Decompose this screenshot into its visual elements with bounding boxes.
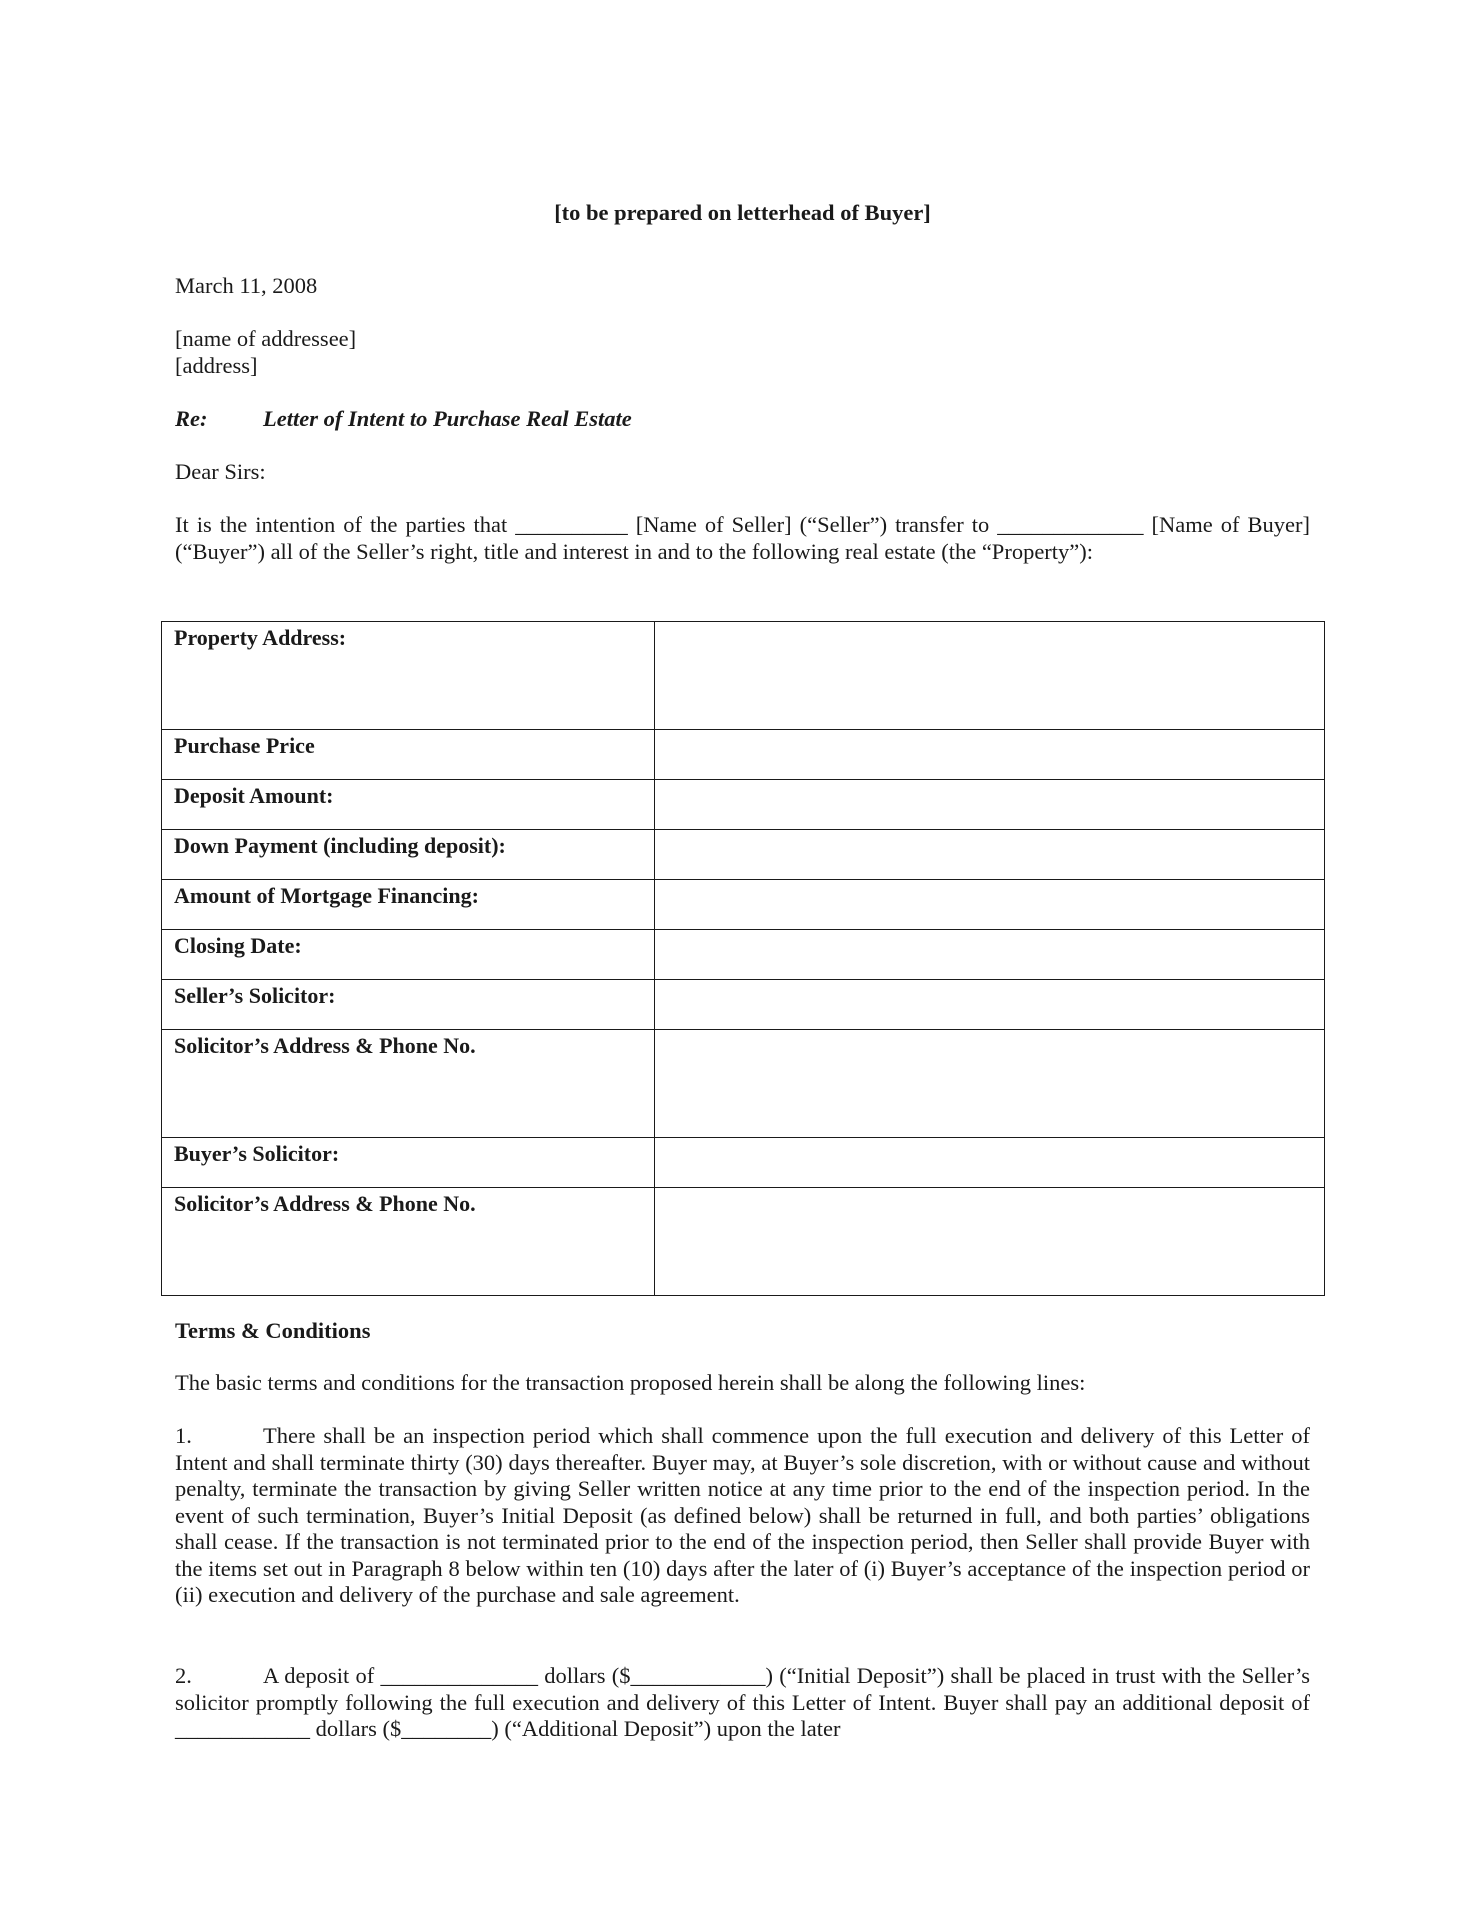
re-line (175, 406, 632, 433)
terms-paragraph (175, 1663, 1310, 1743)
row-label: Solicitor’s Address & Phone No. (162, 1030, 655, 1138)
row-label: Deposit Amount: (162, 780, 655, 830)
terms-heading: Terms & Conditions (175, 1318, 371, 1343)
re-label: Re: (175, 406, 208, 431)
row-value (655, 1138, 1325, 1188)
table-row (162, 730, 1325, 780)
row-label: Solicitor’s Address & Phone No. (162, 1188, 655, 1296)
paragraph-number: 2. (175, 1663, 192, 1688)
row-value (655, 830, 1325, 880)
addressee-address: [address] (175, 352, 258, 378)
row-value (655, 1188, 1325, 1296)
row-value (655, 980, 1325, 1030)
row-label: Seller’s Solicitor: (162, 980, 655, 1030)
letterhead-note: [to be prepared on letterhead of Buyer] (554, 200, 931, 225)
row-label: Amount of Mortgage Financing: (162, 880, 655, 930)
table-row (162, 1188, 1325, 1296)
table-row (162, 830, 1325, 880)
table-row (162, 880, 1325, 930)
terms-intro: The basic terms and conditions for the transaction proposed herein shall be along the following lines: (175, 1370, 1086, 1395)
table-row (162, 1138, 1325, 1188)
paragraph-number: 1. (175, 1423, 192, 1448)
row-value (655, 930, 1325, 980)
terms-paragraph (175, 1423, 1310, 1609)
addressee-name: [name of addressee] (175, 326, 357, 351)
table-row (162, 1030, 1325, 1138)
row-label: Closing Date: (162, 930, 655, 980)
property-details-table (161, 621, 1325, 1296)
addressee-block (175, 326, 356, 379)
row-label: Property Address: (162, 622, 655, 730)
row-value (655, 1030, 1325, 1138)
table-row (162, 780, 1325, 830)
table-row (162, 930, 1325, 980)
row-label: Buyer’s Solicitor: (162, 1138, 655, 1188)
salutation: Dear Sirs: (175, 459, 266, 484)
row-value (655, 730, 1325, 780)
paragraph-text: There shall be an inspection period which shall commence upon the full execution and delivery of this Letter of Intent and shall terminate thirty (30) days thereafter. Buyer may, at Buyer’s sole discretion, with or without cause and without penalty, terminate the transaction by giving Seller written notice at any time prior to the end of the inspection period. In the event of such termination, Buyer’s Initial Deposit (as defined below) shall be returned in full, and both parties’ obligations shall cease. If the transaction is not terminated prior to the end of the inspection period, then Seller shall provide Buyer with the items set out in Paragraph 8 below within ten (10) days after the later of (i) Buyer’s acceptance of the inspection period or (ii) execution and delivery of the purchase and sale agreement. (175, 1423, 1310, 1607)
row-value (655, 780, 1325, 830)
row-value (655, 880, 1325, 930)
row-label: Down Payment (including deposit): (162, 830, 655, 880)
row-label: Purchase Price (162, 730, 655, 780)
paragraph-text: A deposit of ______________ dollars ($____________) (“Initial Deposit”) shall be placed in trust with the Seller’s solicitor promptly following the full execution and delivery of this Letter of Intent. Buyer shall pay an additional deposit of ____________ dollars ($________) (“Additional Deposit”) upon the later (175, 1663, 1310, 1741)
intro-paragraph: It is the intention of the parties that __________ [Name of Seller] (“Seller”) transfer to _____________ [Name of Buyer] (“Buyer”) all of the Seller’s right, title and interest in and to the following real estate (the “Property”): (175, 512, 1310, 564)
letter-date: March 11, 2008 (175, 273, 318, 298)
row-value (655, 622, 1325, 730)
table-row (162, 622, 1325, 730)
re-subject: Letter of Intent to Purchase Real Estate (263, 406, 632, 431)
table-row (162, 980, 1325, 1030)
